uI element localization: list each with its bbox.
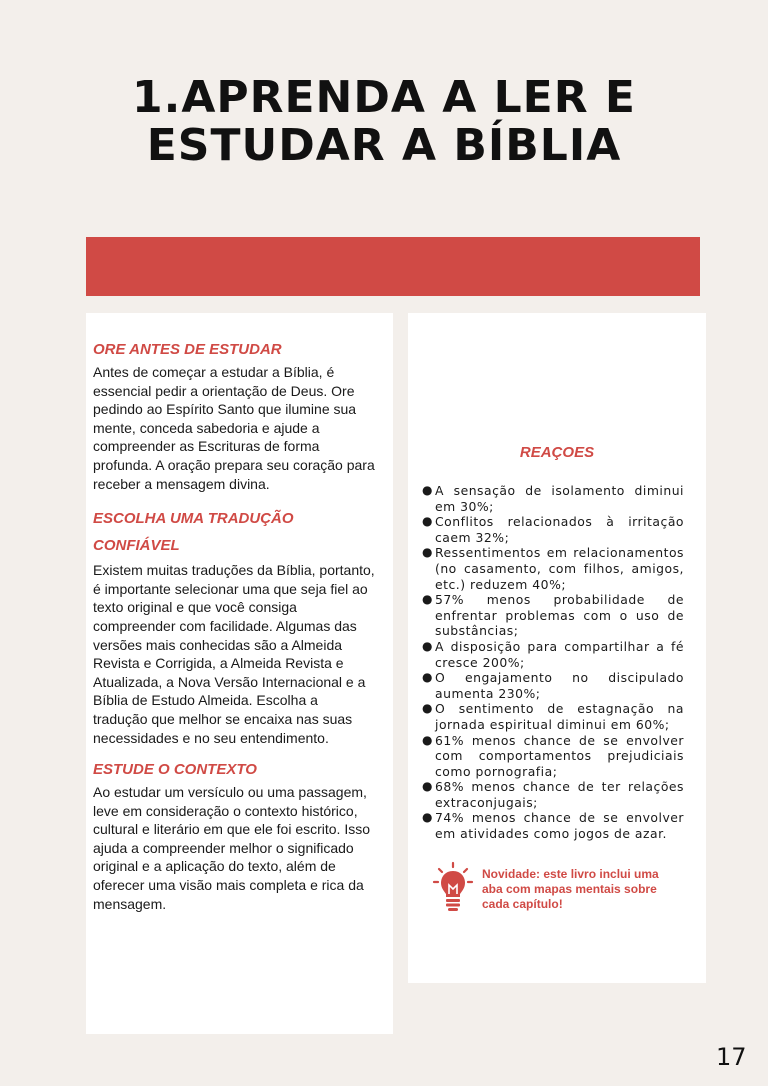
list-item: ● O engajamento no discipulado aumenta 230%; [422, 670, 684, 701]
bullet-icon: ● [422, 592, 433, 607]
section-heading-context: ESTUDE O CONTEXTO [93, 761, 257, 779]
list-item: ● Conflitos relacionados à irritação caem 32%; [422, 514, 684, 545]
list-item: ● A disposição para compartilhar a fé cresce 200%; [422, 638, 684, 670]
section-body-context: Ao estudar um versículo ou uma passagem, leve em consideração o contexto histórico, cultural e literário em que ele foi escrito. Isso ajuda a compreender melhor o significado original e a aplicação do texto, além de oferecer uma visão mais completa e rica da mensagem. [93, 784, 371, 912]
section-heading-pray: ORE ANTES DE ESTUDAR [93, 341, 282, 358]
bullet-icon: ● [422, 779, 433, 794]
bullet-icon: ● [422, 514, 433, 529]
list-item: ● 68% menos chance de ter relações extraconjugais; [422, 779, 684, 810]
bullet-icon: ● [422, 483, 433, 497]
page-title-line-1: 1.APRENDA A LER E [131, 72, 636, 123]
reactions-list [420, 483, 684, 842]
section-body-translation: Existem muitas traduções da Bíblia, portanto, é importante selecionar uma que seja fiel ao texto original e que você consiga compreender com facilidade. Algumas das versões mais conhecidas são a Almeida Revista e Corrigida, a Almeida Revista e Atualizada, a Nova Versão Internacional e a Bíblia de Estudo Almeida. Escolha a tradução que melhor se encaixa nas suas necessidades e no seu entendimento. [93, 562, 375, 746]
section-body-pray: Antes de começar a estudar a Bíblia, é essencial pedir a orientação de Deus. Ore pedindo ao Espírito Santo que ilumine sua mente, conceda sabedoria e ajude a compreender as Escrituras de forma profunda. A oração prepara seu coração para receber a mensagem divina. [93, 364, 375, 492]
novelty-tip [432, 861, 692, 917]
novelty-tip-text: Novidade: este livro inclui uma aba com mapas mentais sobre cada capítulo! [482, 867, 659, 911]
page-number: 17 [716, 1043, 747, 1071]
list-item: ● 74% menos chance de se envolver em atividades como jogos de azar. [422, 810, 684, 842]
lightbulb-icon [432, 861, 474, 913]
bullet-icon: ● [422, 545, 433, 560]
bullet-icon: ● [422, 732, 433, 747]
reactions-heading: REAÇOES [519, 444, 595, 461]
list-item: ● 61% menos chance de se envolver com comportamentos prejudiciais como pornografia; [422, 732, 684, 779]
page-title [0, 74, 768, 170]
bullet-icon: ● [422, 810, 433, 825]
bullet-icon: ● [422, 670, 433, 685]
list-item: ● 57% menos probabilidade de enfrentar problemas com o uso de substâncias; [422, 592, 684, 639]
red-banner [86, 237, 700, 296]
reactions-card [408, 313, 706, 983]
study-tips-card [86, 313, 393, 1034]
bullet-icon: ● [422, 701, 433, 716]
list-item: ● Ressentimentos em relacionamentos (no casamento, com filhos, amigos, etc.) reduzem 40%; [422, 545, 684, 592]
bullet-icon: ● [422, 638, 433, 653]
list-item: ● O sentimento de estagnação na jornada espiritual diminui em 60%; [422, 701, 684, 732]
page-title-line-2: ESTUDAR A BÍBLIA [146, 120, 622, 171]
list-item: ● A sensação de isolamento diminui em 30%; [422, 483, 684, 514]
section-heading-translation: ESCOLHA UMA TRADUÇÃO CONFIÁVEL [93, 510, 294, 555]
